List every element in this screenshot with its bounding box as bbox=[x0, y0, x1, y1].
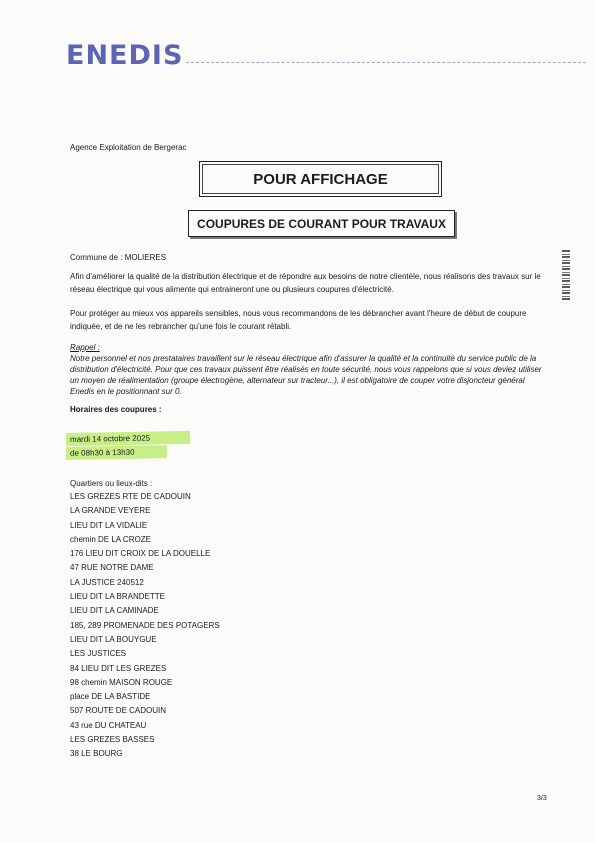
list-item: 43 rue DU CHATEAU bbox=[70, 720, 147, 730]
reminder-label: Rappel : bbox=[70, 343, 100, 352]
protect-paragraph: Pour protéger au mieux vos appareils sensibles, nous vous recommandons de les débrancher avant l'heure de début de coupure indiquée, et de ne les rebrancher qu'une fois le courant rétabli. bbox=[70, 309, 527, 331]
list-item: LIEU DIT LA BRANDETTE bbox=[70, 592, 165, 602]
schedule-heading: Horaires des coupures : bbox=[70, 405, 162, 414]
list-item: chemin DE LA CROZE bbox=[70, 534, 151, 544]
places-list bbox=[70, 490, 220, 762]
reminder-block bbox=[70, 342, 545, 397]
schedule-date: mardi 14 octobre 2025 bbox=[66, 431, 190, 446]
title-box bbox=[199, 161, 442, 197]
list-item: place DE LA BASTIDE bbox=[70, 692, 151, 702]
header-rule bbox=[186, 62, 586, 63]
list-item: 176 LIEU DIT CROIX DE LA DOUELLE bbox=[70, 549, 211, 559]
commune: Commune de : MOLIERES bbox=[70, 253, 167, 262]
list-item: LES GREZES BASSES bbox=[70, 735, 155, 745]
subtitle-box bbox=[188, 210, 455, 237]
list-item: 47 RUE NOTRE DAME bbox=[70, 563, 154, 573]
list-item: 507 ROUTE DE CADOUIN bbox=[70, 706, 167, 716]
list-item: LIEU DIT LA CAMINADE bbox=[70, 606, 159, 616]
list-item: LIEU DIT LA VIDALIE bbox=[70, 520, 148, 530]
list-item: LES GREZES RTE DE CADOUIN bbox=[70, 492, 191, 501]
places-heading: Quartiers ou lieux-dits : bbox=[70, 479, 153, 488]
title: POUR AFFICHAGE bbox=[253, 170, 388, 188]
enedis-logo: ENEDIS bbox=[66, 40, 184, 71]
agency-name: Agence Exploitation de Bergerac bbox=[70, 143, 187, 152]
schedule-time: de 08h30 à 13h30 bbox=[66, 445, 167, 460]
list-item: 84 LIEU DIT LES GREZES bbox=[70, 663, 167, 673]
list-item: 38 LE BOURG bbox=[70, 749, 123, 759]
list-item: LIEU DIT LA BOUYGUE bbox=[70, 634, 157, 644]
list-item: 98 chemin MAISON ROUGE bbox=[70, 677, 173, 687]
schedule-date-row bbox=[70, 432, 190, 445]
page-number: 3/3 bbox=[537, 795, 547, 802]
side-barcode bbox=[562, 250, 570, 300]
reminder-text: Notre personnel et nos prestataires travaillent sur le réseau électrique afin d'assurer la qualité et la continuité du service public de la distribution d'électricité. Pour que ces travaux puissent être réalisés en toute sécurité, nous vous rappelons que si vous deviez utiliser un moyen de réalimentation (groupe électrogène, alternateur sur tracteur...), il est obligatoire de couper votre disjoncteur général Enedis en le positionnant sur 0. bbox=[70, 354, 542, 396]
schedule-time-row bbox=[70, 446, 167, 459]
list-item: LA JUSTICE 240512 bbox=[70, 577, 144, 587]
list-item: LES JUSTICES bbox=[70, 649, 127, 659]
intro-paragraph: Afin d'améliorer la qualité de la distribution électrique et de répondre aux besoins de notre clientèle, nous réalisons des travaux sur le réseau électrique qui vous alimente qui entraineront une ou plusieurs coupures d'électricité. bbox=[70, 272, 541, 294]
list-item: 185, 289 PROMENADE DES POTAGERS bbox=[70, 620, 220, 630]
subtitle: COUPURES DE COURANT POUR TRAVAUX bbox=[197, 216, 446, 231]
list-item: LA GRANDE VEYERE bbox=[70, 506, 151, 516]
